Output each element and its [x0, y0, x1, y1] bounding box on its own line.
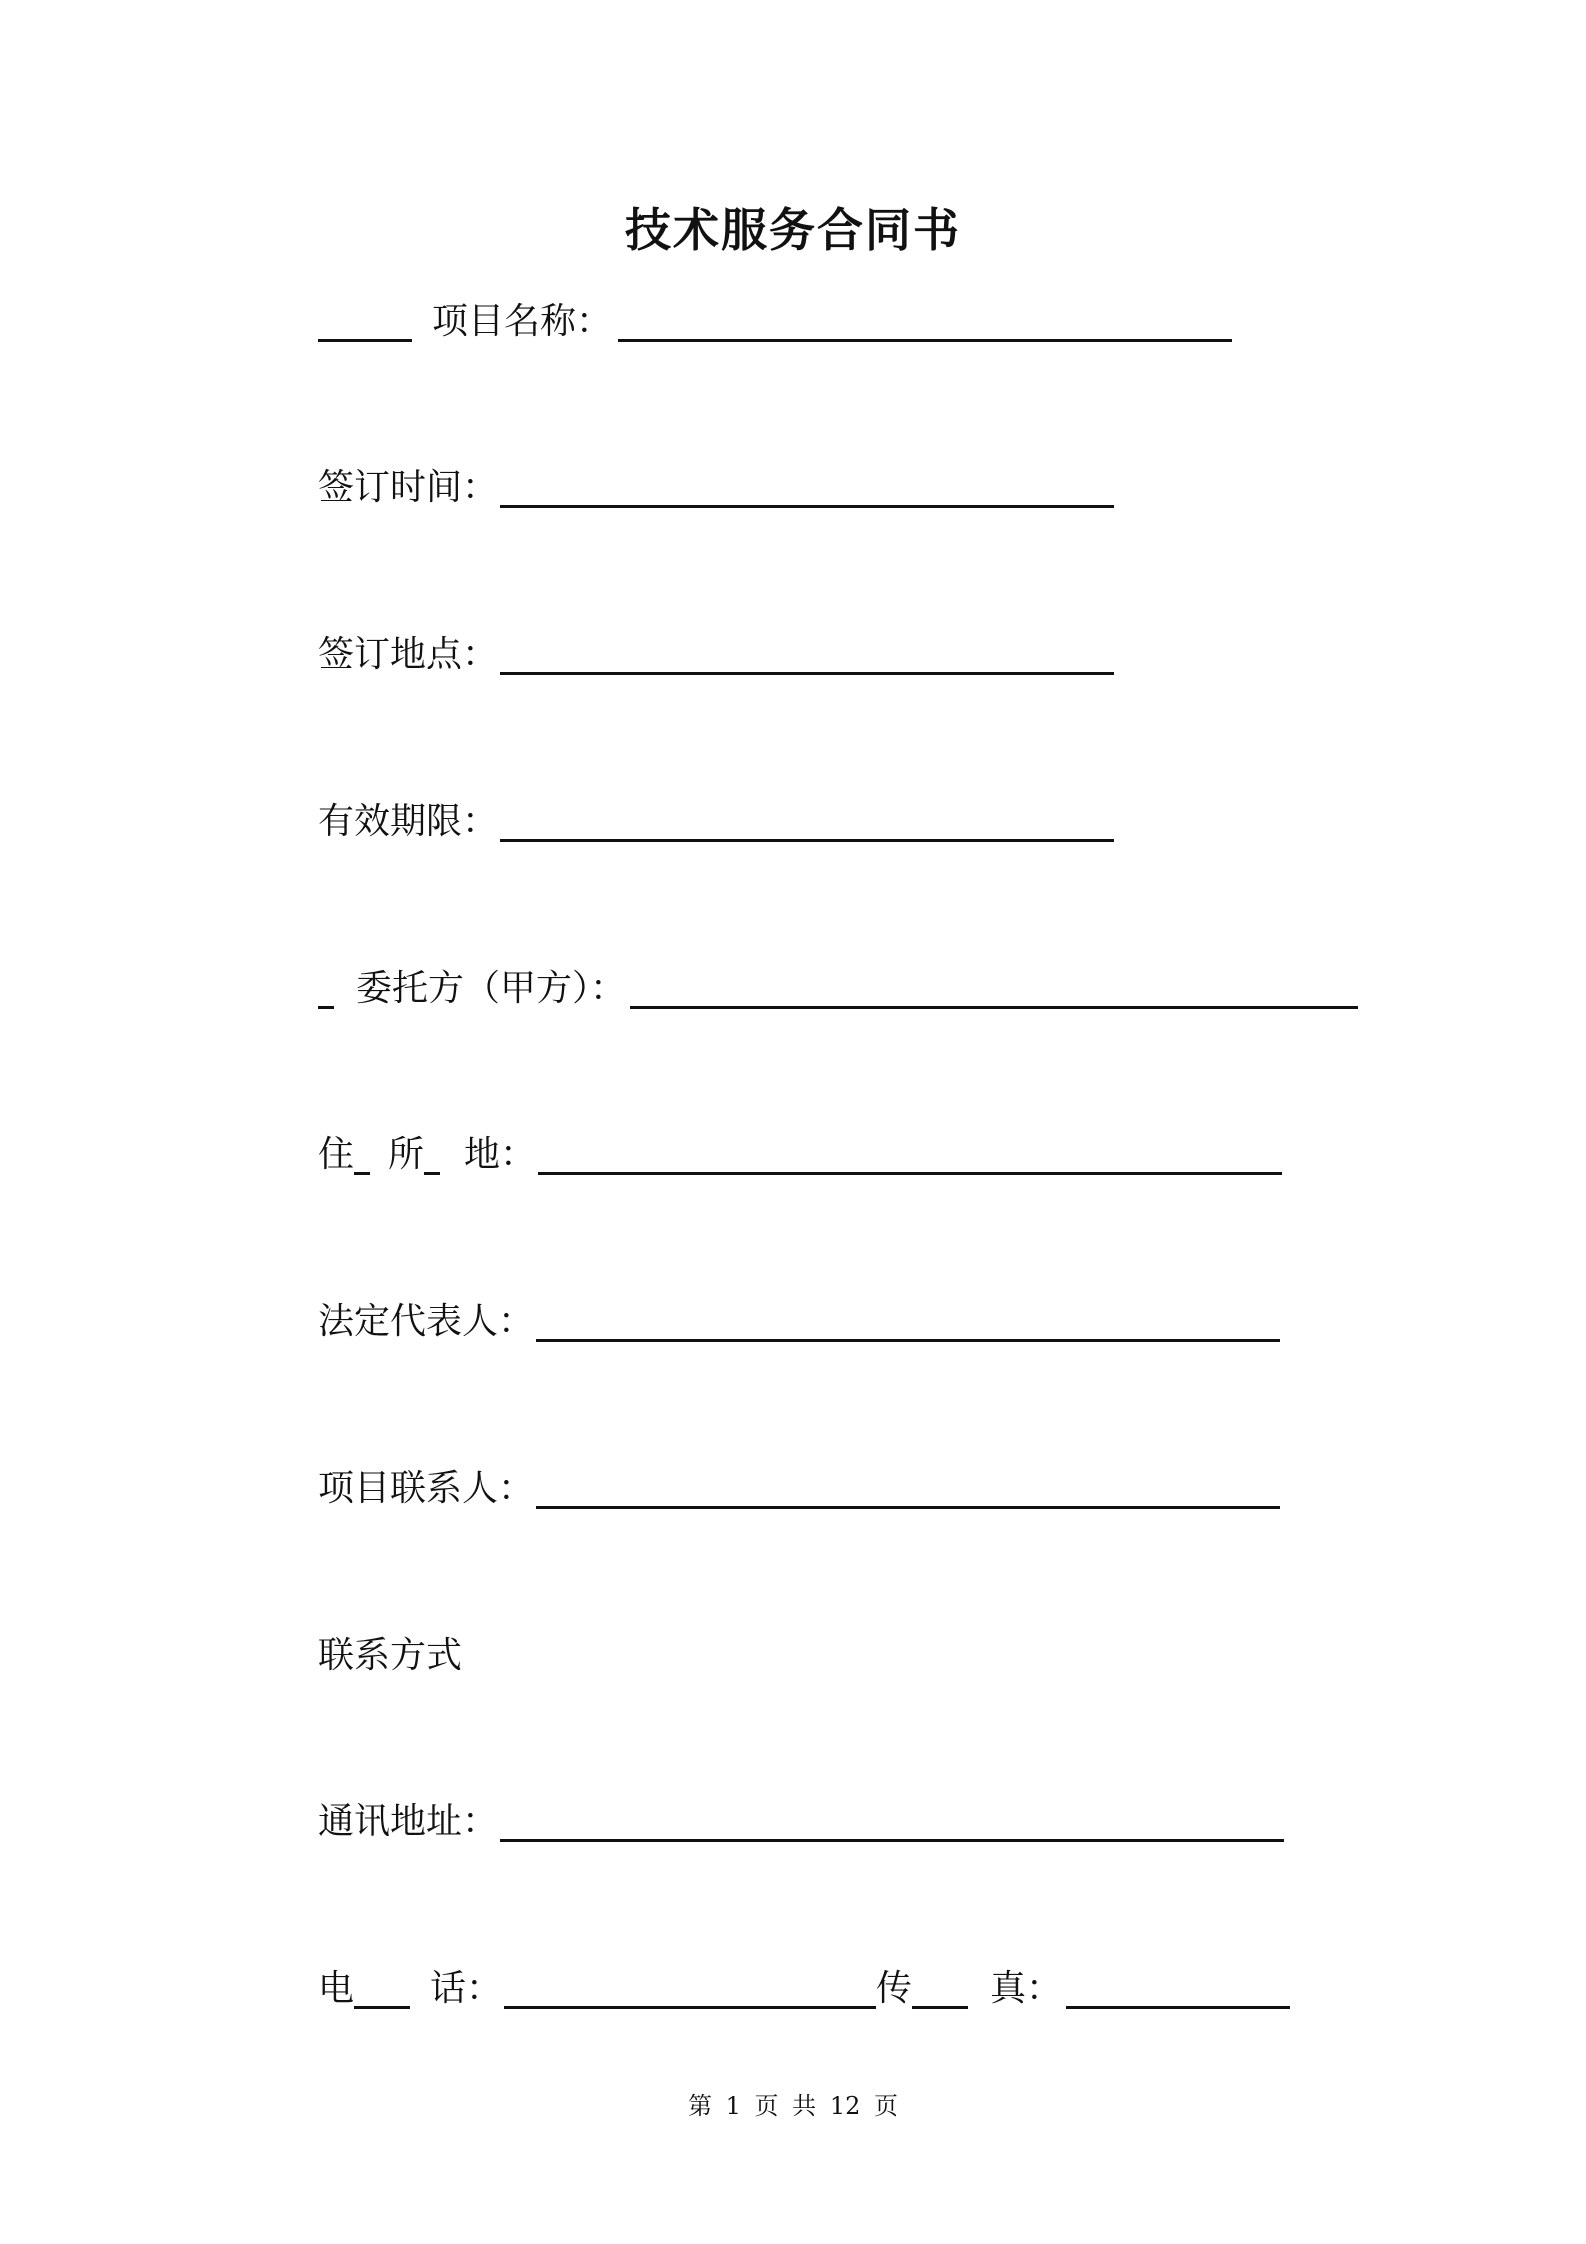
fax-label-a: 传 — [876, 1968, 913, 2009]
footer-suffix: 页 — [874, 2092, 899, 2120]
sign-place-row — [318, 623, 1114, 679]
address-blank[interactable] — [538, 1132, 1282, 1175]
mail-address-row — [318, 1790, 1284, 1846]
address-label-a: 住 — [318, 1134, 355, 1175]
legal-rep-label: 法定代表人： — [318, 1301, 535, 1342]
validity-label: 有效期限： — [318, 801, 499, 842]
project-contact-label: 项目联系人： — [318, 1468, 535, 1509]
fax-gap-blank[interactable] — [912, 1966, 968, 2009]
client-label: 委托方（甲方）： — [356, 968, 627, 1009]
address-gap-blank-2[interactable] — [424, 1132, 440, 1175]
project-contact-blank[interactable] — [536, 1466, 1280, 1509]
sign-place-blank[interactable] — [500, 632, 1114, 675]
project-prefix-blank[interactable] — [318, 299, 412, 342]
fax-blank[interactable] — [1066, 1966, 1290, 2009]
footer-prefix: 第 — [687, 2092, 712, 2120]
contact-section-label: 联系方式 — [318, 1635, 463, 1676]
page-footer — [0, 2090, 1586, 2122]
phone-fax-row — [318, 1957, 1290, 2013]
validity-blank[interactable] — [500, 799, 1114, 842]
project-contact-row — [318, 1457, 1280, 1513]
sign-time-label: 签订时间： — [318, 467, 499, 508]
mail-address-label: 通讯地址： — [318, 1801, 499, 1842]
legal-rep-blank[interactable] — [536, 1299, 1280, 1342]
project-name-row — [318, 290, 1232, 346]
footer-total-pages: 12 — [829, 2092, 861, 2120]
fax-label-b: 真： — [990, 1968, 1063, 2009]
client-row — [318, 957, 1358, 1013]
phone-label-a: 电 — [318, 1968, 355, 2009]
project-name-label: 项目名称： — [432, 301, 613, 342]
phone-label-b: 话： — [430, 1968, 503, 2009]
client-blank[interactable] — [630, 966, 1358, 1009]
footer-page-number: 1 — [725, 2092, 741, 2120]
legal-rep-row — [318, 1290, 1280, 1346]
phone-blank[interactable] — [504, 1966, 876, 2009]
client-prefix-blank[interactable] — [318, 966, 334, 1009]
validity-row — [318, 790, 1114, 846]
sign-time-blank[interactable] — [500, 465, 1114, 508]
phone-gap-blank[interactable] — [354, 1966, 410, 2009]
address-gap-blank-1[interactable] — [354, 1132, 370, 1175]
address-label-c: 地： — [464, 1134, 537, 1175]
footer-middle: 页 共 — [754, 2092, 817, 2120]
sign-place-label: 签订地点： — [318, 634, 499, 675]
address-label-b: 所 — [388, 1134, 425, 1175]
address-row — [318, 1123, 1282, 1179]
mail-address-blank[interactable] — [500, 1799, 1284, 1842]
project-name-blank[interactable] — [618, 299, 1232, 342]
sign-time-row — [318, 456, 1114, 512]
document-title: 技术服务合同书 — [625, 203, 961, 257]
contact-section-row — [318, 1624, 462, 1680]
